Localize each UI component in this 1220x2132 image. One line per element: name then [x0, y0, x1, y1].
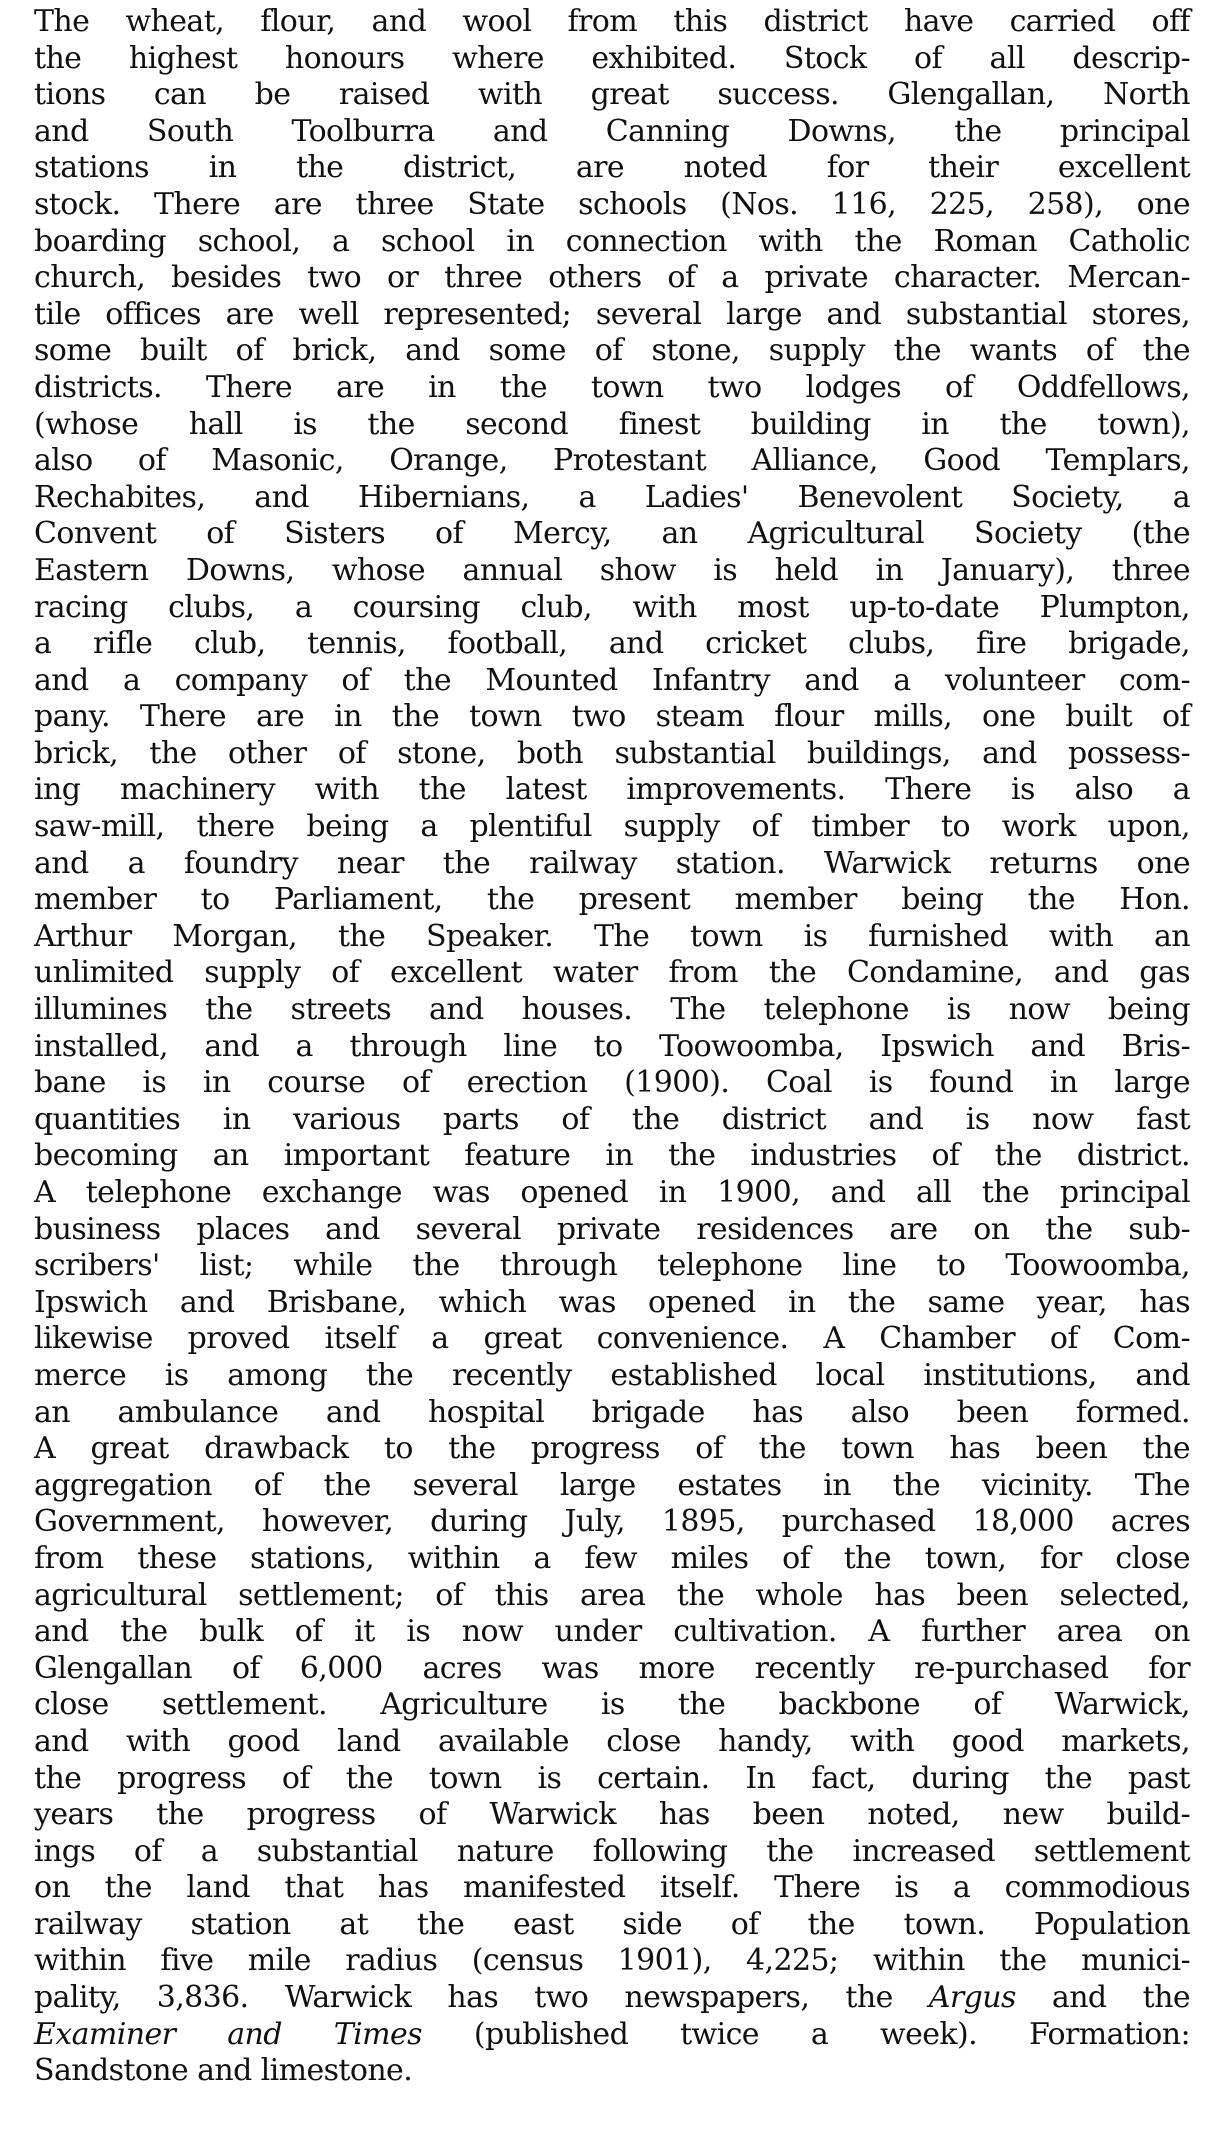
text-line: [34, 1175, 1190, 1212]
text-line: [34, 699, 1190, 736]
text-segment: Convent of Sisters of Mercy, an Agricultural Society (the: [34, 516, 1190, 552]
text-line: [34, 516, 1190, 553]
text-segment: saw-mill, there being a plentiful supply of timber to work upon,: [34, 809, 1190, 845]
text-segment: stock. There are three State schools (Nos. 116, 225, 258), one: [34, 186, 1190, 222]
text-line: [34, 187, 1190, 224]
text-segment: The wheat, flour, and wool from this district have carried off: [34, 4, 1190, 39]
text-segment: A telephone exchange was opened in 1900, and all the principal: [34, 1175, 1190, 1210]
text-segment: scribers' list; while the through telephone line to Toowoomba,: [34, 1248, 1190, 1284]
text-line: [34, 772, 1190, 809]
text-line: [34, 626, 1190, 663]
text-line: [34, 1980, 1190, 2017]
text-line: [34, 882, 1190, 919]
text-line: [34, 443, 1190, 480]
text-segment: unlimited supply of excellent water from the Condamine, and gas: [34, 955, 1190, 991]
text-segment: A great drawback to the progress of the town has been the: [34, 1431, 1190, 1467]
text-line: [34, 1724, 1190, 1761]
text-line: [34, 1870, 1190, 1907]
text-line: [34, 1943, 1190, 1980]
document-page: [34, 4, 1190, 2090]
text-segment: and South Toolburra and Canning Downs, the principal: [34, 113, 1190, 149]
text-segment: on the land that has manifested itself. There is a commodious: [34, 1870, 1190, 1906]
text-segment: and the bulk of it is now under cultivation. A further area on: [34, 1614, 1190, 1650]
text-segment: within five mile radius (census 1901), 4,225; within the munici-: [34, 1943, 1190, 1979]
text-line: [34, 1138, 1190, 1175]
text-line: [34, 297, 1190, 334]
text-segment: bane is in course of erection (1900). Coal is found in large: [34, 1065, 1190, 1101]
text-line: [34, 1468, 1190, 1505]
text-line: [34, 224, 1190, 261]
newspaper-title: Examiner and Times: [34, 2016, 422, 2052]
text-segment: ing machinery with the latest improvements. There is also a: [34, 772, 1190, 808]
text-segment: stations in the district, are noted for their excellent: [34, 150, 1190, 186]
text-line: [34, 1614, 1190, 1651]
text-segment: merce is among the recently established local institutions, and: [34, 1357, 1190, 1393]
text-line: [34, 846, 1190, 883]
text-segment: Ipswich and Brisbane, which was opened in the same year, has: [34, 1284, 1190, 1320]
text-segment: illumines the streets and houses. The telephone is now being: [34, 992, 1190, 1028]
text-line: [34, 1029, 1190, 1066]
text-segment: Government, however, during July, 1895, purchased 18,000 acres: [34, 1504, 1190, 1540]
text-line: [34, 1761, 1190, 1798]
text-segment: the progress of the town is certain. In fact, during the past: [34, 1760, 1190, 1796]
text-line: [34, 114, 1190, 151]
text-segment: installed, and a through line to Toowoomba, Ipswich and Bris-: [34, 1028, 1190, 1064]
text-segment: aggregation of the several large estates in the vicinity. The: [34, 1467, 1190, 1503]
text-line: [34, 1321, 1190, 1358]
text-line: [34, 1065, 1190, 1102]
text-line: [34, 1102, 1190, 1139]
text-line: [34, 992, 1190, 1029]
text-segment: tions can be raised with great success. Glengallan, North: [34, 77, 1190, 113]
text-line: [34, 370, 1190, 407]
text-segment: tile offices are well represented; several large and substantial stores,: [34, 296, 1190, 332]
text-segment: districts. There are in the town two lodges of Oddfellows,: [34, 369, 1190, 405]
text-segment: boarding school, a school in connection with the Roman Catholic: [34, 223, 1190, 259]
text-segment: (whose hall is the second finest building in the town),: [34, 406, 1190, 442]
text-segment: and a foundry near the railway station. Warwick returns one: [34, 845, 1190, 881]
text-line: [34, 407, 1190, 444]
text-line: [34, 2053, 1190, 2090]
text-segment: from these stations, within a few miles of the town, for close: [34, 1540, 1190, 1576]
text-segment: railway station at the east side of the town. Population: [34, 1906, 1190, 1942]
text-line: [34, 955, 1190, 992]
text-segment: the highest honours where exhibited. Stock of all descrip-: [34, 40, 1190, 76]
text-segment: Glengallan of 6,000 acres was more recently re-purchased for: [34, 1650, 1190, 1686]
text-line: [34, 1541, 1190, 1578]
text-line: [34, 663, 1190, 700]
text-line: [34, 553, 1190, 590]
text-line: [34, 1797, 1190, 1834]
text-segment: Sandstone and limestone.: [34, 2053, 413, 2089]
text-segment: an ambulance and hospital brigade has also been formed.: [34, 1394, 1190, 1430]
text-segment: racing clubs, a coursing club, with most up-to-date Plumpton,: [34, 589, 1190, 625]
text-line: [34, 1358, 1190, 1395]
text-segment: likewise proved itself a great convenience. A Chamber of Com-: [34, 1321, 1190, 1357]
text-segment: becoming an important feature in the industries of the district.: [34, 1138, 1190, 1174]
text-segment: a rifle club, tennis, football, and cricket clubs, fire brigade,: [34, 626, 1190, 662]
article-text: [34, 4, 1190, 2090]
text-line: [34, 1285, 1190, 1322]
text-line: [34, 1248, 1190, 1285]
text-segment: and with good land available close handy, with good markets,: [34, 1723, 1190, 1759]
text-line: [34, 2017, 1190, 2054]
text-line: [34, 41, 1190, 78]
text-line: [34, 1651, 1190, 1688]
text-line: [34, 4, 1190, 41]
text-line: [34, 260, 1190, 297]
text-segment: brick, the other of stone, both substantial buildings, and possess-: [34, 735, 1190, 771]
text-line: [34, 1834, 1190, 1871]
text-segment: pany. There are in the town two steam flour mills, one built of: [34, 699, 1190, 735]
text-line: [34, 736, 1190, 773]
text-line: [34, 1431, 1190, 1468]
text-line: [34, 1504, 1190, 1541]
text-segment: close settlement. Agriculture is the backbone of Warwick,: [34, 1687, 1190, 1723]
text-segment: Arthur Morgan, the Speaker. The town is furnished with an: [34, 918, 1190, 954]
text-segment: member to Parliament, the present member being the Hon.: [34, 882, 1190, 918]
text-segment: some built of brick, and some of stone, supply the wants of the: [34, 333, 1190, 369]
text-line: [34, 919, 1190, 956]
text-line: [34, 590, 1190, 627]
text-segment: church, besides two or three others of a private character. Mercan-: [34, 260, 1190, 296]
text-segment: and the: [1015, 1980, 1190, 2016]
text-line: [34, 480, 1190, 517]
text-line: [34, 1395, 1190, 1432]
text-line: [34, 333, 1190, 370]
text-segment: business places and several private residences are on the sub-: [34, 1211, 1190, 1247]
text-line: [34, 150, 1190, 187]
text-line: [34, 1578, 1190, 1615]
text-segment: Eastern Downs, whose annual show is held in January), three: [34, 552, 1190, 588]
text-segment: years the progress of Warwick has been noted, new build-: [34, 1797, 1190, 1833]
text-line: [34, 809, 1190, 846]
text-segment: ings of a substantial nature following the increased settlement: [34, 1833, 1190, 1869]
text-segment: and a company of the Mounted Infantry and a volunteer com-: [34, 662, 1190, 698]
text-segment: agricultural settlement; of this area the whole has been selected,: [34, 1577, 1190, 1613]
text-line: [34, 1907, 1190, 1944]
text-segment: (published twice a week). Formation:: [421, 2016, 1191, 2052]
newspaper-title: Argus: [928, 1980, 1016, 2016]
text-segment: also of Masonic, Orange, Protestant Alliance, Good Templars,: [34, 443, 1190, 479]
text-line: [34, 1687, 1190, 1724]
text-line: [34, 77, 1190, 114]
text-segment: quantities in various parts of the district and is now fast: [34, 1101, 1190, 1137]
text-line: [34, 1212, 1190, 1249]
text-segment: Rechabites, and Hibernians, a Ladies' Benevolent Society, a: [34, 479, 1190, 515]
text-segment: pality, 3,836. Warwick has two newspapers, the: [34, 1980, 929, 2016]
